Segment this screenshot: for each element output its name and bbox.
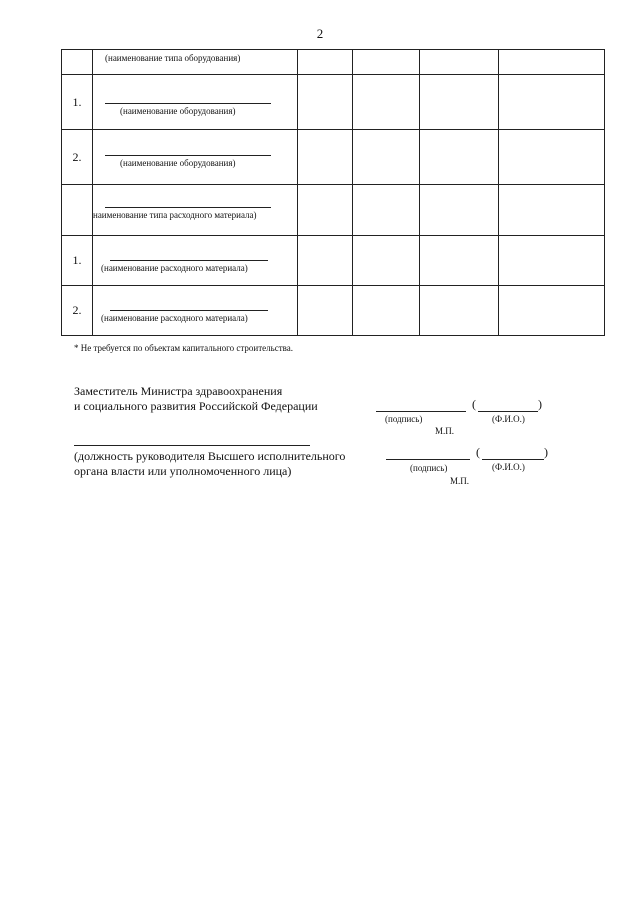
row-number: 1. xyxy=(62,236,93,286)
table-row xyxy=(62,75,605,130)
data-cell xyxy=(420,75,499,130)
data-cell xyxy=(298,50,353,75)
data-cell xyxy=(353,185,420,236)
data-cell xyxy=(298,236,353,286)
table-row xyxy=(62,185,605,236)
position-caption xyxy=(74,449,345,479)
row-caption: наименование типа расходного материала) xyxy=(93,210,257,220)
data-cell xyxy=(499,185,605,236)
stamp-label: М.П. xyxy=(435,426,455,436)
name-cell xyxy=(93,236,298,286)
fio-line xyxy=(482,459,544,460)
name-cell xyxy=(93,50,298,75)
equipment-table xyxy=(61,49,605,336)
signature-line xyxy=(376,411,466,412)
row-number xyxy=(62,185,93,236)
data-cell xyxy=(420,185,499,236)
row-caption: (наименование расходного материала) xyxy=(101,313,248,323)
fio-label: (Ф.И.О.) xyxy=(492,414,525,424)
blank-line xyxy=(105,103,271,104)
data-cell xyxy=(499,236,605,286)
name-cell xyxy=(93,75,298,130)
data-cell xyxy=(420,130,499,185)
position-caption-line1: (должность руководителя Высшего исполнительного xyxy=(74,449,346,463)
signatory-title-line1: Заместитель Министра здравоохранения xyxy=(74,384,283,398)
table-row xyxy=(62,236,605,286)
fio-open-paren: ( xyxy=(476,445,480,459)
data-cell xyxy=(353,236,420,286)
row-caption: (наименование расходного материала) xyxy=(101,263,248,273)
data-cell xyxy=(499,286,605,336)
footnote: * Не требуется по объектам капитального строительства. xyxy=(74,343,294,353)
row-number: 2. xyxy=(62,286,93,336)
table-row xyxy=(62,286,605,336)
data-cell xyxy=(298,75,353,130)
row-caption: (наименование оборудования) xyxy=(120,106,236,116)
row-caption: (наименование оборудования) xyxy=(120,158,236,168)
row-caption: (наименование типа оборудования) xyxy=(105,53,241,63)
signature-line xyxy=(386,459,470,460)
data-cell xyxy=(298,130,353,185)
data-cell xyxy=(420,286,499,336)
fio-open-paren: ( xyxy=(472,397,476,411)
blank-line xyxy=(110,310,268,311)
name-cell xyxy=(93,185,298,236)
blank-line xyxy=(110,260,268,261)
row-number: 1. xyxy=(62,75,93,130)
blank-line xyxy=(105,207,271,208)
table-row xyxy=(62,50,605,75)
signatory-title xyxy=(74,384,318,414)
signature-label: (подпись) xyxy=(410,463,448,473)
row-number xyxy=(62,50,93,75)
data-cell xyxy=(353,130,420,185)
data-cell xyxy=(298,185,353,236)
position-caption-line2: органа власти или уполномоченного лица) xyxy=(74,464,292,478)
name-cell xyxy=(93,130,298,185)
data-cell xyxy=(420,236,499,286)
data-cell xyxy=(298,286,353,336)
signatory-title-line2: и социального развития Российской Федерации xyxy=(74,399,318,413)
position-blank-line xyxy=(74,445,310,446)
page-number: 2 xyxy=(316,26,324,41)
fio-close-paren: ) xyxy=(544,445,548,459)
blank-line xyxy=(105,155,271,156)
data-cell xyxy=(499,130,605,185)
data-cell xyxy=(420,50,499,75)
data-cell xyxy=(353,50,420,75)
table-row xyxy=(62,130,605,185)
fio-label: (Ф.И.О.) xyxy=(492,462,525,472)
stamp-label: М.П. xyxy=(450,476,470,486)
fio-line xyxy=(478,411,538,412)
fio-close-paren: ) xyxy=(538,397,542,411)
signature-label: (подпись) xyxy=(385,414,423,424)
name-cell xyxy=(93,286,298,336)
data-cell xyxy=(499,50,605,75)
data-cell xyxy=(353,286,420,336)
data-cell xyxy=(353,75,420,130)
row-number: 2. xyxy=(62,130,93,185)
data-cell xyxy=(499,75,605,130)
